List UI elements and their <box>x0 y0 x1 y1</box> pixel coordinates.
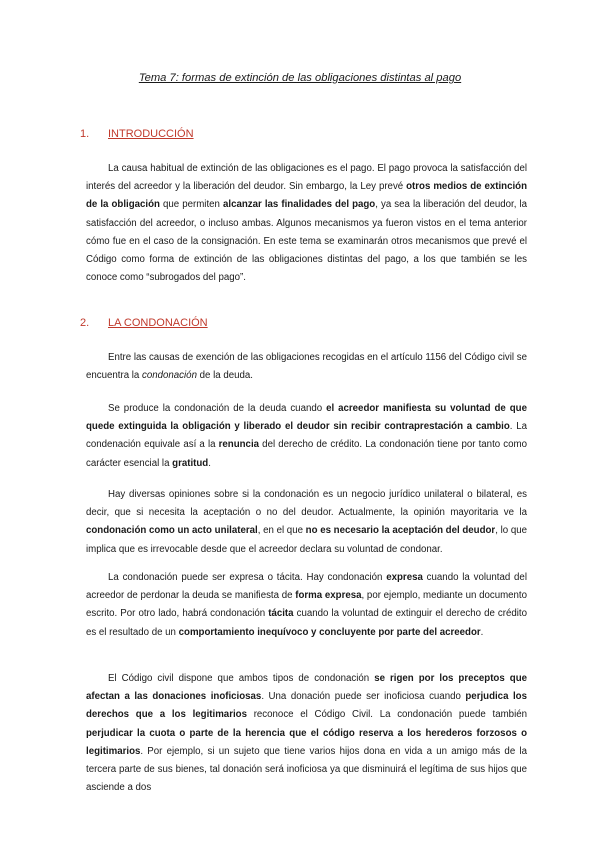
paragraph-donaciones <box>86 670 527 797</box>
section-heading-2 <box>80 317 208 329</box>
document-title <box>0 72 600 84</box>
bold-text-run: renuncia <box>218 439 260 451</box>
text-run: que permiten <box>159 199 223 211</box>
bold-text-run: condonación como un acto unilateral <box>86 525 258 537</box>
paragraph-condonacion-intro <box>86 349 527 385</box>
bold-text-run: no es necesario la aceptación del deudor <box>305 525 496 537</box>
paragraph-definition <box>86 400 527 473</box>
text-run: del derecho de crédito. La condonación tiene por tanto como carácter esencial la <box>86 439 527 469</box>
section-title: LA CONDONACIÓN <box>108 317 208 329</box>
section-number: 1. <box>80 128 90 140</box>
text-run: . <box>208 457 211 469</box>
bold-text-run: el acreedor manifiesta su voluntad de que quede extinguida la obligación y liberado el deudor sin recibir contraprestación a cambio <box>86 403 527 433</box>
bold-text-run: tácita <box>268 608 294 620</box>
text-run: , en el que <box>257 525 306 537</box>
bold-text-run: gratitud <box>172 457 209 469</box>
italic-text-run: condonación <box>142 370 197 382</box>
title-text: Tema 7: formas de extinción de las obligaciones distintas al pago <box>138 72 462 84</box>
bold-text-run: forma expresa <box>295 590 362 602</box>
text-run: , ya sea la liberación del deudor, la satisfacción del acreedor, o incluso ambas. Algunos mecanismos ya fueron vistos en el tema anterior cómo fue en el caso de la consignación. En este tema se examinarán otros mecanismos que prevé el Código como forma de extinción de las obligaciones distintas del pago, a los que también se les conoce como “subrogados del pago”. <box>86 199 527 284</box>
section-heading-1 <box>80 128 194 140</box>
text-run: La condonación puede ser expresa o tácita. Hay condonación <box>108 572 387 583</box>
text-run: reconoce el Código Civil. La condonación puede también <box>246 709 527 721</box>
text-run: Hay diversas opiniones sobre si la condonación es un negocio jurídico unilateral o bilateral, es decir, que si necesita la aceptación o no del deudor. Actualmente, la opinión mayoritaria ve la <box>86 489 527 519</box>
section-title: INTRODUCCIÓN <box>108 128 194 140</box>
text-run: Entre las causas de exención de las obligaciones recogidas en el artículo 1156 del Código civil se encuentra la <box>86 352 527 382</box>
bold-text-run: perjudica los derechos que a los legitimarios <box>86 691 527 721</box>
text-run: . La condenación equivale así a la <box>86 421 527 451</box>
text-run: cuando la voluntad del acreedor de perdonar la deuda se manifiesta de <box>86 572 527 602</box>
bold-text-run: perjudicar la cuota o parte de la herencia que el código reserva a los herederos forzosos o legitimarios <box>86 727 527 757</box>
text-run: Se produce la condonación de la deuda cuando <box>108 403 327 414</box>
bold-text-run: otros medios de extinción de la obligación <box>86 181 527 211</box>
bold-text-run: comportamiento inequívoco y concluyente por parte del acreedor <box>178 626 481 638</box>
text-run: de la deuda. <box>196 370 253 382</box>
paragraph-expresa-tacita <box>86 569 527 642</box>
text-run: cuando la voluntad de extinguir el derecho de crédito es el resultado de un <box>86 608 528 638</box>
text-run: . <box>480 626 484 638</box>
text-run: . Por ejemplo, si un sujeto que tiene varios hijos dona en vida a un amigo más de la tercera parte de sus bienes, tal donación será inoficiosa ya que disminuirá el legítima de sus hijos que asciende a dos <box>86 745 527 794</box>
text-run: , lo que implica que es irrevocable desde que el acreedor declara su voluntad de condonar. <box>86 525 527 555</box>
bold-text-run: alcanzar las finalidades del pago <box>223 199 376 211</box>
bold-text-run: se rigen por los preceptos que afectan a las donaciones inoficiosas <box>86 673 527 703</box>
paragraph-unilateral <box>86 486 527 559</box>
section-number: 2. <box>80 317 90 329</box>
text-run: El Código civil dispone que ambos tipos de condonación <box>108 673 375 684</box>
text-run: La causa habitual de extinción de las obligaciones es el pago. El pago provoca la satisfacción del interés del acreedor y la liberación del deudor. Sin embargo, la Ley prevé <box>86 163 527 193</box>
bold-text-run: expresa <box>386 572 423 583</box>
text-run: . Una donación puede ser inoficiosa cuando <box>261 691 466 703</box>
paragraph-introduction <box>86 160 527 287</box>
text-run: , por ejemplo, mediante un documento escrito. Por otro lado, habrá condonación <box>86 590 528 620</box>
